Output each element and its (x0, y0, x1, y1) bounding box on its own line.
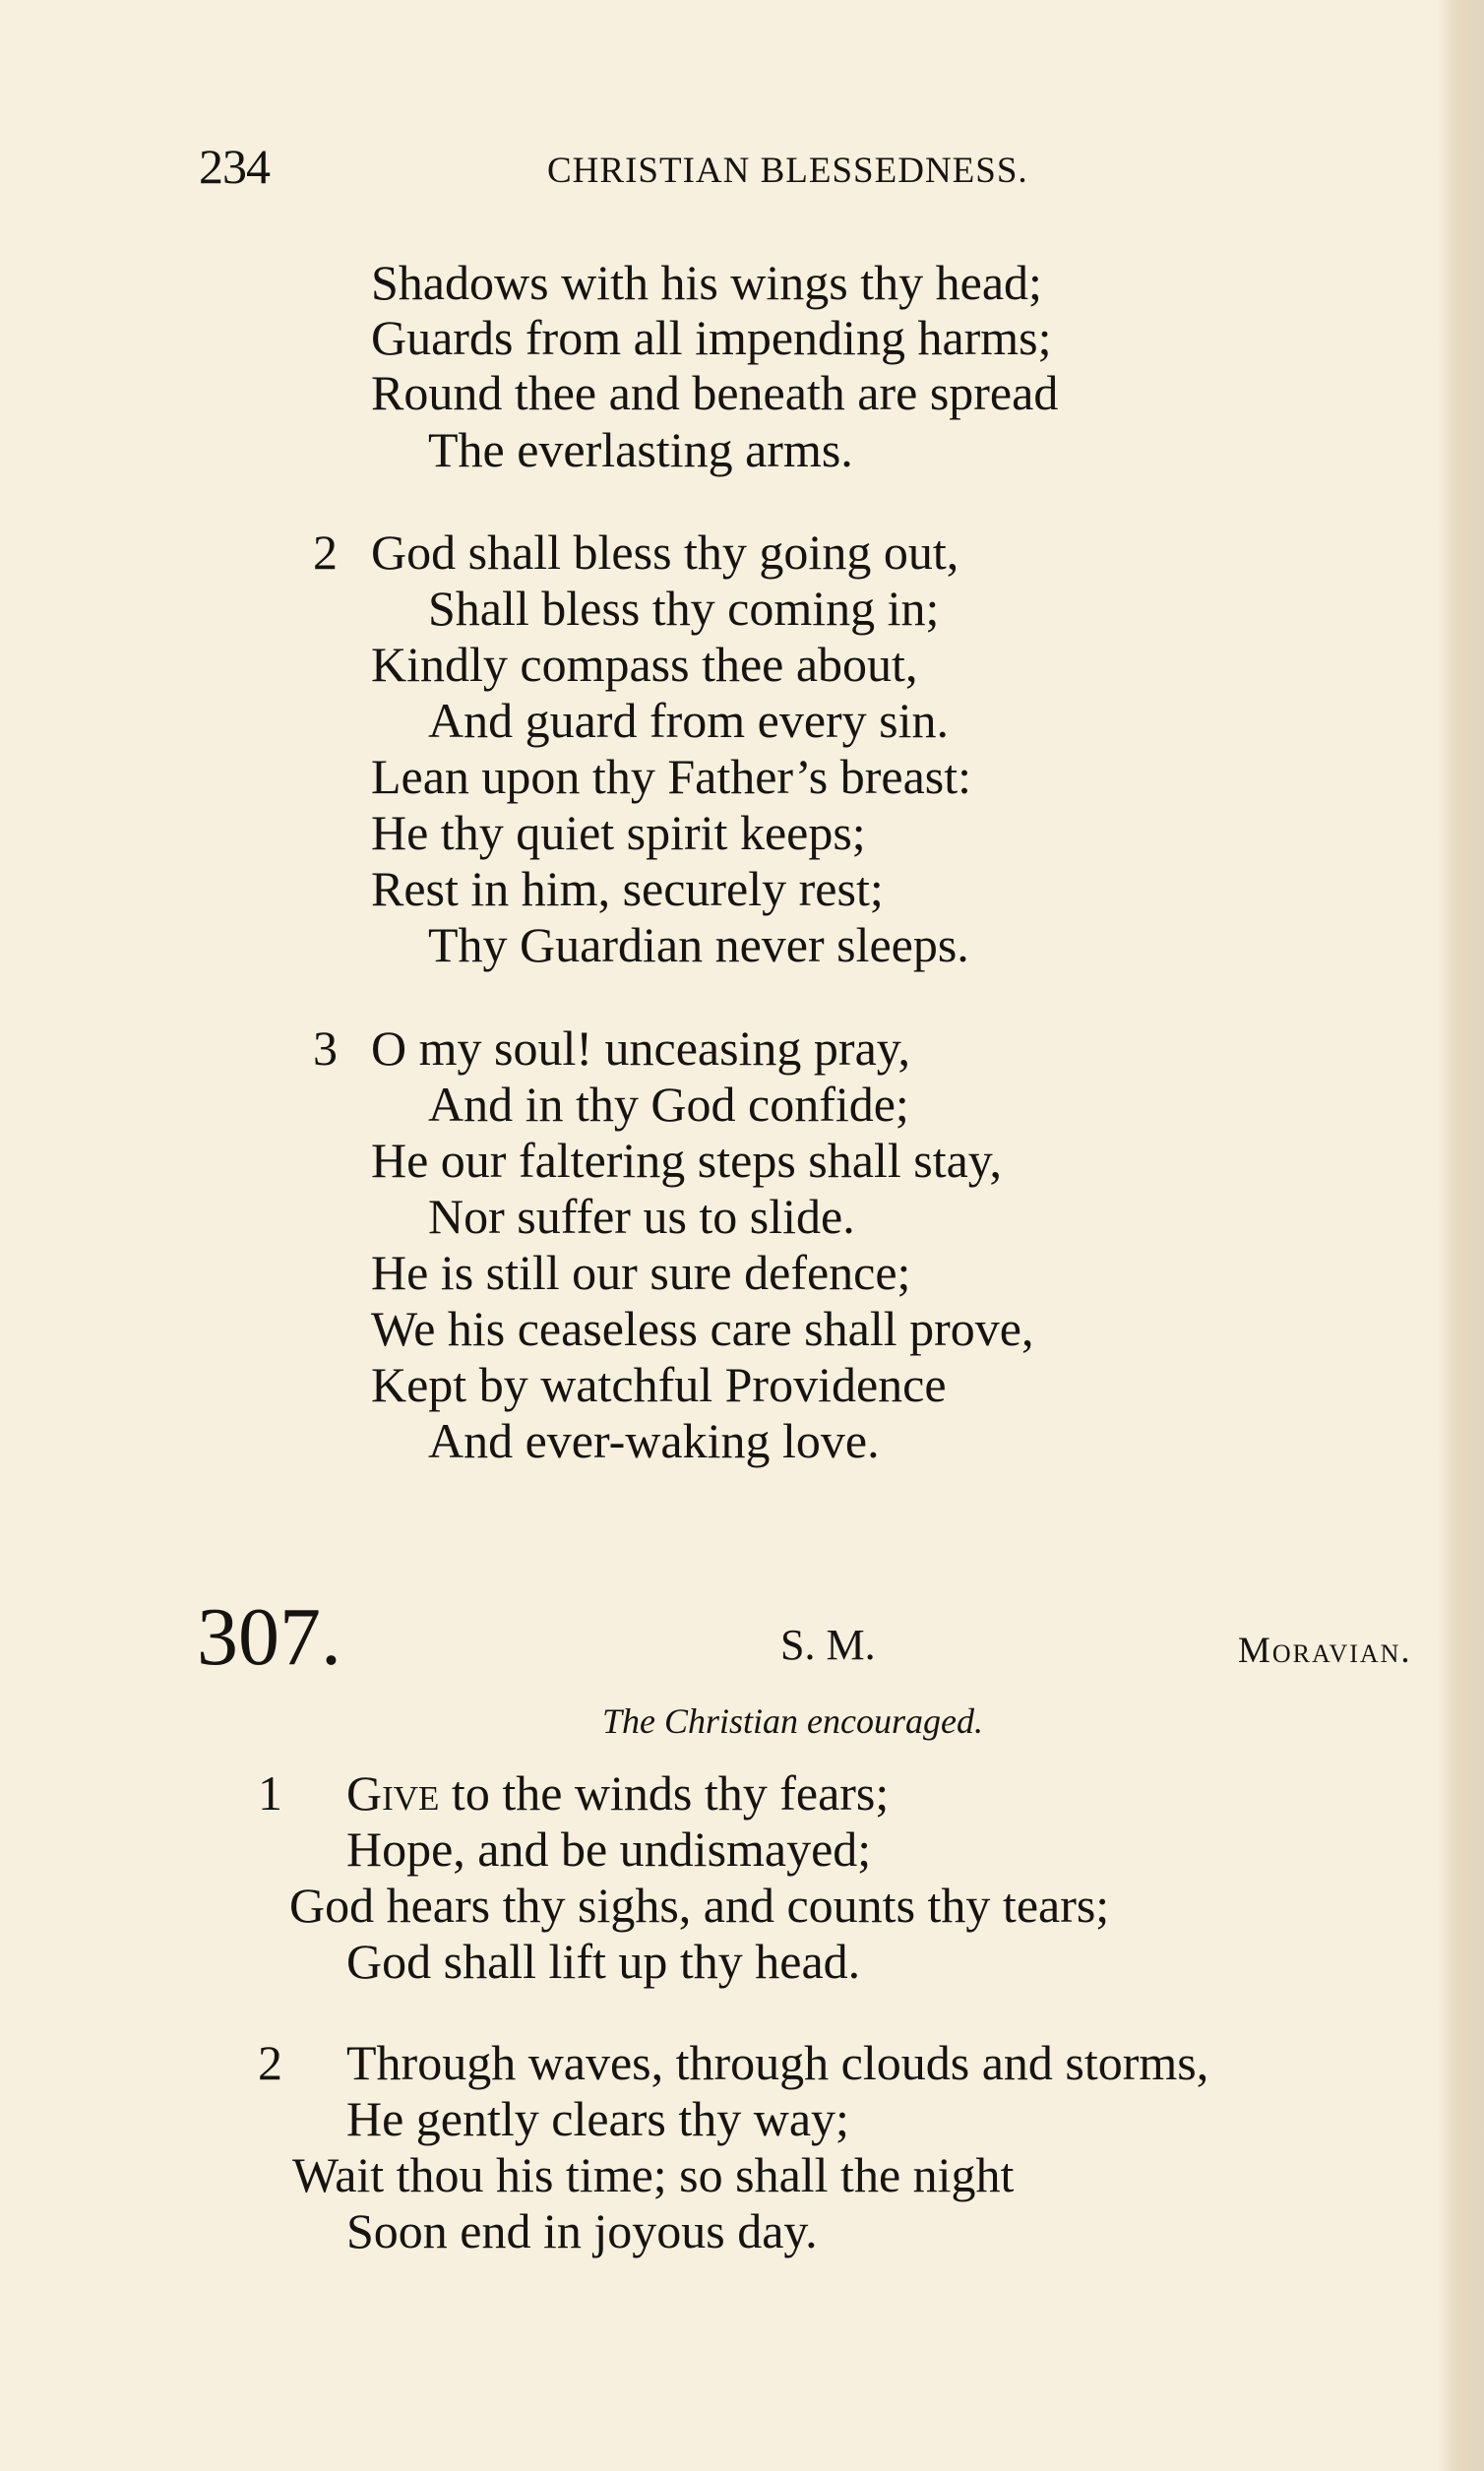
page-number: 234 (199, 139, 270, 194)
verse-line: Rest in him, securely rest; (371, 861, 884, 916)
verse-line: Soon end in joyous day. (346, 2203, 818, 2258)
verse-line: He gently clears thy way; (346, 2091, 849, 2146)
verse-line: Kept by watchful Providence (371, 1357, 947, 1412)
verse-line: Lean upon thy Father’s breast: (371, 749, 972, 804)
verse-line: He is still our sure defence; (371, 1245, 911, 1300)
verse-line: God shall lift up thy head. (346, 1934, 861, 1989)
stanza-number: 1 (258, 1765, 282, 1821)
verse-line: He thy quiet spirit keeps; (371, 805, 866, 860)
verse-line: Guards from all impending harms; (371, 310, 1052, 365)
verse-line: Shall bless thy coming in; (428, 581, 940, 636)
verse-line: O my soul! unceasing pray, (371, 1020, 911, 1076)
verse-line: God hears thy sighs, and counts thy tears; (289, 1878, 1110, 1933)
verse-line: He our faltering steps shall stay, (371, 1133, 1003, 1188)
hymn-meter: S. M. (780, 1621, 876, 1669)
hymn-subtitle: The Christian encouraged. (602, 1701, 983, 1741)
page-edge-shadow (1437, 0, 1484, 2471)
stanza-number: 2 (313, 525, 338, 580)
verse-line: Nor suffer us to slide. (428, 1189, 855, 1244)
verse-line: Hope, and be undismayed; (346, 1822, 872, 1877)
verse-line: The everlasting arms. (428, 422, 853, 477)
verse-line: And guard from every sin. (428, 693, 950, 748)
stanza-number: 3 (313, 1020, 338, 1076)
verse-line: God shall bless thy going out, (371, 525, 959, 580)
verse-line: Through waves, through clouds and storms, (346, 2035, 1209, 2090)
verse-line: Kindly compass thee about, (371, 637, 918, 692)
verse-line-rest: to the winds thy fears; (439, 1765, 890, 1821)
verse-line: We his ceaseless care shall prove, (371, 1301, 1034, 1356)
verse-line: Thy Guardian never sleeps. (428, 917, 969, 972)
verse-line: And ever-waking love. (428, 1413, 880, 1468)
first-word: Give (346, 1765, 440, 1821)
verse-line: Shadows with his wings thy head; (371, 255, 1042, 310)
verse-line: And in thy God confide; (428, 1077, 909, 1132)
stanza-number: 2 (258, 2035, 282, 2090)
verse-line: Wait thou his time; so shall the night (292, 2147, 1015, 2202)
verse-line: Round thee and beneath are spread (371, 365, 1059, 420)
hymn-number: 307. (197, 1591, 341, 1683)
hymn-composer: Moravian. (1238, 1631, 1412, 1671)
running-title: CHRISTIAN BLESSEDNESS. (547, 151, 1028, 191)
verse-line (346, 1765, 890, 1821)
